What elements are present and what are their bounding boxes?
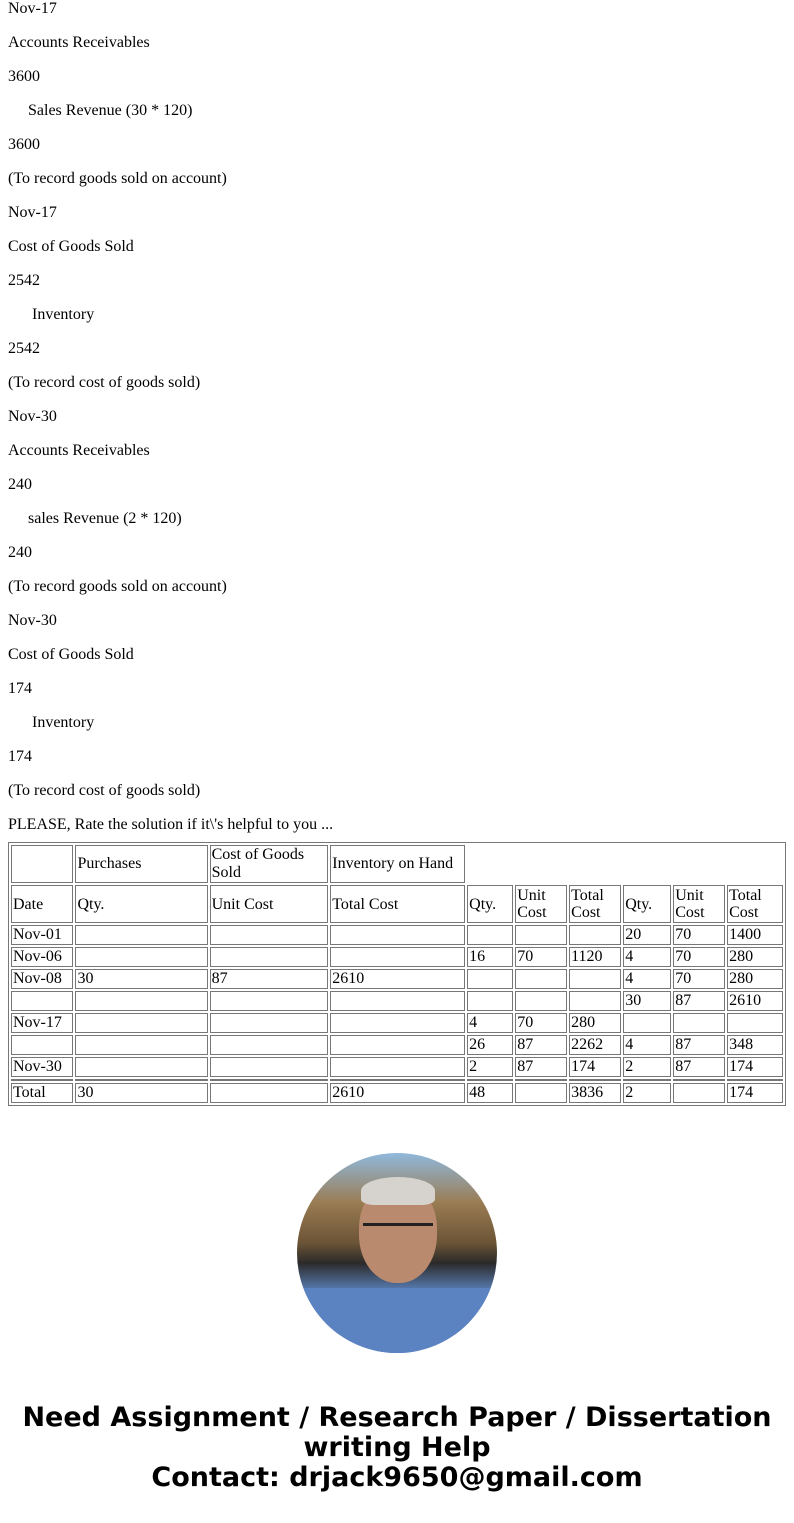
table-cell: Unit Cost xyxy=(673,885,725,923)
entry-line: Cost of Goods Sold xyxy=(8,238,134,255)
table-cell xyxy=(727,1013,783,1033)
table-cell: 280 xyxy=(727,947,783,967)
entry-line: Inventory xyxy=(32,714,95,731)
table-cell xyxy=(75,925,207,945)
table-cell xyxy=(210,1057,329,1077)
table-cell: 30 xyxy=(75,1083,207,1103)
table-cell: 174 xyxy=(569,1057,621,1077)
table-cell xyxy=(210,925,329,945)
separator-row xyxy=(11,1079,783,1081)
table-cell: 4 xyxy=(623,1035,671,1055)
journal-entries xyxy=(8,0,786,850)
entry-line: Nov-30 xyxy=(8,612,57,629)
table-cell xyxy=(515,1083,567,1103)
table-cell: Nov-08 xyxy=(11,969,73,989)
table-cell: 4 xyxy=(623,969,671,989)
entry-line: PLEASE, Rate the solution if it\'s helpful to you ... xyxy=(8,816,334,833)
entry-line: 2542 xyxy=(8,272,40,289)
entry-line: Nov-17 xyxy=(8,204,57,221)
table-cell: 48 xyxy=(467,1083,513,1103)
entry-line: (To record goods sold on account) xyxy=(8,578,227,595)
table-cell: Total Cost xyxy=(727,885,783,923)
table-cell: 4 xyxy=(623,947,671,967)
table-cell xyxy=(330,1013,465,1033)
entry-line: 240 xyxy=(8,544,32,561)
table-cell: 87 xyxy=(515,1035,567,1055)
table-row xyxy=(11,969,783,989)
table-cell: Qty. xyxy=(623,885,671,923)
entry-line: 174 xyxy=(8,748,32,765)
table-cell: 280 xyxy=(569,1013,621,1033)
table-cell: Qty. xyxy=(467,885,513,923)
entry-line: 2542 xyxy=(8,340,40,357)
table-cell: Inventory on Hand xyxy=(330,845,465,883)
table-cell: 174 xyxy=(727,1057,783,1077)
table-cell: 2610 xyxy=(330,1083,465,1103)
table-cell: 30 xyxy=(75,969,207,989)
table-cell xyxy=(673,1013,725,1033)
table-cell: 2 xyxy=(623,1057,671,1077)
table-cell xyxy=(210,1083,329,1103)
table-cell xyxy=(330,1035,465,1055)
table-cell: Nov-06 xyxy=(11,947,73,967)
table-cell xyxy=(75,1057,207,1077)
table-cell xyxy=(515,969,567,989)
table-cell: Date xyxy=(11,885,73,923)
entry-line: Nov-30 xyxy=(8,408,57,425)
table-row xyxy=(11,1057,783,1077)
entry-line: sales Revenue (2 * 120) xyxy=(28,510,182,527)
table-row xyxy=(11,1035,783,1055)
table-cell: Total xyxy=(11,1083,73,1103)
table-cell xyxy=(75,991,207,1011)
table-cell xyxy=(330,991,465,1011)
table-cell: 87 xyxy=(210,969,329,989)
table-row xyxy=(11,925,783,945)
table-cell xyxy=(569,925,621,945)
entry-line: Nov-17 xyxy=(8,0,57,17)
entry-line: 174 xyxy=(8,680,32,697)
inventory-table xyxy=(8,842,786,1106)
table-cell: 70 xyxy=(515,1013,567,1033)
promo-footer xyxy=(0,1403,794,1493)
table-cell: 3836 xyxy=(569,1083,621,1103)
table-cell xyxy=(569,969,621,989)
header-row xyxy=(11,885,783,923)
table-cell xyxy=(75,1013,207,1033)
table-cell xyxy=(673,1083,725,1103)
table-cell: 280 xyxy=(727,969,783,989)
group-header-row xyxy=(11,845,783,883)
table-cell xyxy=(569,991,621,1011)
table-cell xyxy=(330,1057,465,1077)
table-cell xyxy=(75,1035,207,1055)
table-cell: Qty. xyxy=(75,885,207,923)
table-cell: 70 xyxy=(673,947,725,967)
table-cell: 16 xyxy=(467,947,513,967)
table-cell xyxy=(11,845,73,883)
table-cell: 1400 xyxy=(727,925,783,945)
table-cell: 20 xyxy=(623,925,671,945)
table-cell: Cost of Goods Sold xyxy=(210,845,329,883)
table-cell: Total Cost xyxy=(330,885,465,923)
author-photo xyxy=(297,1153,497,1353)
entry-line: Accounts Receivables xyxy=(8,34,150,51)
table-cell xyxy=(330,925,465,945)
table-cell: 70 xyxy=(515,947,567,967)
table-cell xyxy=(467,925,513,945)
table-cell: 2262 xyxy=(569,1035,621,1055)
table-cell xyxy=(210,1013,329,1033)
total-row xyxy=(11,1083,783,1103)
entry-line: 240 xyxy=(8,476,32,493)
table-cell xyxy=(11,991,73,1011)
table-cell xyxy=(467,969,513,989)
table-cell: 87 xyxy=(673,1035,725,1055)
entry-line: 3600 xyxy=(8,68,40,85)
table-cell: 2610 xyxy=(330,969,465,989)
table-cell xyxy=(467,991,513,1011)
table-cell: Total Cost xyxy=(569,885,621,923)
entry-line: Accounts Receivables xyxy=(8,442,150,459)
entry-line: (To record goods sold on account) xyxy=(8,170,227,187)
table-cell: Unit Cost xyxy=(515,885,567,923)
table-cell: Nov-17 xyxy=(11,1013,73,1033)
table-cell: Unit Cost xyxy=(210,885,329,923)
table-cell: 87 xyxy=(515,1057,567,1077)
entry-line: Sales Revenue (30 * 120) xyxy=(28,102,193,119)
table-cell: Nov-01 xyxy=(11,925,73,945)
table-cell xyxy=(11,1035,73,1055)
table-cell xyxy=(515,991,567,1011)
table-cell: Purchases xyxy=(75,845,207,883)
table-cell: 30 xyxy=(623,991,671,1011)
table-cell xyxy=(623,1013,671,1033)
contact-text: Contact: drjack9650@gmail.com xyxy=(151,1462,643,1493)
entry-line: (To record cost of goods sold) xyxy=(8,374,201,391)
table-cell: 87 xyxy=(673,1057,725,1077)
table-cell: 87 xyxy=(673,991,725,1011)
entry-line: Cost of Goods Sold xyxy=(8,646,134,663)
table-cell xyxy=(75,947,207,967)
table-cell: 348 xyxy=(727,1035,783,1055)
table-cell: 2610 xyxy=(727,991,783,1011)
table-cell: 70 xyxy=(673,925,725,945)
table-cell: 4 xyxy=(467,1013,513,1033)
table-cell: 2 xyxy=(467,1057,513,1077)
table-row xyxy=(11,991,783,1011)
table-cell xyxy=(210,1035,329,1055)
entry-line: (To record cost of goods sold) xyxy=(8,782,201,799)
table-row xyxy=(11,1013,783,1033)
table-cell: 70 xyxy=(673,969,725,989)
table-row xyxy=(11,947,783,967)
table-cell xyxy=(210,991,329,1011)
entry-line: Inventory xyxy=(32,306,95,323)
promo-text: Need Assignment / Research Paper / Dissertation writing Help xyxy=(22,1402,772,1463)
table-cell: Nov-30 xyxy=(11,1057,73,1077)
table-cell xyxy=(330,947,465,967)
entry-line: 3600 xyxy=(8,136,40,153)
table-cell: 2 xyxy=(623,1083,671,1103)
table-cell xyxy=(515,925,567,945)
table-cell: 174 xyxy=(727,1083,783,1103)
table-cell: 1120 xyxy=(569,947,621,967)
table-cell xyxy=(210,947,329,967)
table-cell: 26 xyxy=(467,1035,513,1055)
